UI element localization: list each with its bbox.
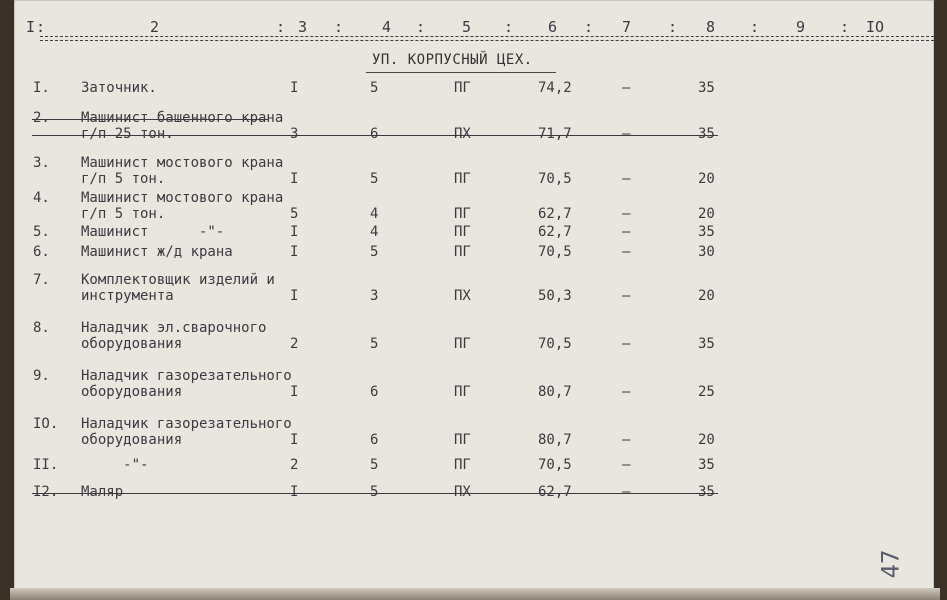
row-col5: ПГ — [454, 171, 471, 187]
row-col8: 20 — [698, 206, 715, 222]
row-col5: ПГ — [454, 336, 471, 352]
header-column-number: 3 — [298, 18, 308, 36]
row-col4: 6 — [370, 432, 379, 448]
header-column-number: 2 — [150, 18, 160, 36]
header-separator: : — [276, 18, 286, 36]
row-col3: 2 — [290, 336, 299, 352]
header-separator: : — [334, 18, 344, 36]
header-dashed-line-top — [40, 36, 934, 37]
row-number: 3. — [33, 155, 50, 171]
header-separator: : — [750, 18, 760, 36]
header-separator: : — [416, 18, 426, 36]
row-col6: 80,7 — [538, 432, 572, 448]
row-col5: ПГ — [454, 80, 471, 96]
row-col8: 20 — [698, 288, 715, 304]
row-col8: 20 — [698, 171, 715, 187]
row-col6: 62,7 — [538, 484, 572, 500]
strikethrough-line — [32, 135, 718, 136]
row-col3: I — [290, 384, 299, 400]
row-col3: 2 — [290, 457, 299, 473]
row-col3: I — [290, 224, 299, 240]
row-col7: – — [622, 457, 631, 473]
row-col4: 5 — [370, 457, 379, 473]
row-col6: 80,7 — [538, 384, 572, 400]
row-col7: – — [622, 484, 631, 500]
row-col7: – — [622, 126, 631, 142]
row-col7: – — [622, 384, 631, 400]
row-profession-name: Машинист мостового крана г/п 5 тон. — [81, 190, 284, 222]
header-separator: : — [584, 18, 594, 36]
row-col3: I — [290, 171, 299, 187]
row-col4: 6 — [370, 126, 379, 142]
row-profession-name: Заточник. — [81, 80, 157, 96]
row-profession-name: Наладчик газорезательного оборудования — [81, 368, 292, 400]
row-col6: 70,5 — [538, 457, 572, 473]
row-col6: 70,5 — [538, 336, 572, 352]
row-number: IO. — [33, 416, 59, 432]
row-col7: – — [622, 336, 631, 352]
strikethrough-line — [32, 119, 268, 120]
row-col4: 5 — [370, 80, 379, 96]
row-col8: 20 — [698, 432, 715, 448]
row-number: 6. — [33, 244, 50, 260]
header-column-number: 5 — [462, 18, 472, 36]
section-title-underline — [366, 72, 556, 73]
row-col5: ПХ — [454, 484, 471, 500]
row-number: I2. — [33, 484, 59, 500]
row-col8: 35 — [698, 224, 715, 240]
row-col3: I — [290, 432, 299, 448]
row-number: 2. — [33, 110, 50, 126]
row-number: 4. — [33, 190, 50, 206]
row-col5: ПГ — [454, 384, 471, 400]
row-number: II. — [33, 457, 59, 473]
row-col3: 5 — [290, 206, 299, 222]
row-col5: ПГ — [454, 206, 471, 222]
row-profession-name: Машинист башенного крана г/п 25 тон. — [81, 110, 284, 142]
row-col3: 3 — [290, 126, 299, 142]
row-col3: I — [290, 80, 299, 96]
row-profession-name: -"- — [81, 457, 149, 473]
header-column-number: IO — [866, 18, 885, 36]
row-profession-name: Машинист мостового крана г/п 5 тон. — [81, 155, 284, 187]
row-col5: ПГ — [454, 224, 471, 240]
row-col8: 35 — [698, 126, 715, 142]
section-title: УП. КОРПУСНЫЙ ЦЕХ. — [372, 52, 533, 68]
row-col4: 5 — [370, 171, 379, 187]
row-col3: I — [290, 484, 299, 500]
row-col8: 35 — [698, 80, 715, 96]
row-col7: – — [622, 224, 631, 240]
header-column-number: I — [26, 18, 36, 36]
header-separator: : — [840, 18, 850, 36]
row-col6: 70,5 — [538, 171, 572, 187]
page-bottom-edge — [10, 588, 940, 600]
header-column-number: 8 — [706, 18, 716, 36]
row-col8: 35 — [698, 457, 715, 473]
row-col4: 5 — [370, 484, 379, 500]
header-column-number: 4 — [382, 18, 392, 36]
row-profession-name: Машинист ж/д крана — [81, 244, 233, 260]
row-col7: – — [622, 206, 631, 222]
row-col3: I — [290, 244, 299, 260]
row-col6: 71,7 — [538, 126, 572, 142]
row-col6: 70,5 — [538, 244, 572, 260]
row-col8: 30 — [698, 244, 715, 260]
page-number-handwritten: 47 — [876, 549, 905, 579]
document-page — [14, 0, 934, 592]
row-col7: – — [622, 171, 631, 187]
row-col6: 50,3 — [538, 288, 572, 304]
row-col7: – — [622, 432, 631, 448]
row-col5: ПГ — [454, 457, 471, 473]
header-column-number: 9 — [796, 18, 806, 36]
row-number: 7. — [33, 272, 50, 288]
header-separator: : — [504, 18, 514, 36]
row-col8: 25 — [698, 384, 715, 400]
row-col7: – — [622, 244, 631, 260]
header-dashed-line-bottom — [40, 40, 934, 41]
row-col4: 6 — [370, 384, 379, 400]
row-col5: ПХ — [454, 126, 471, 142]
header-column-number: 6 — [548, 18, 558, 36]
row-number: 8. — [33, 320, 50, 336]
row-number: I. — [33, 80, 50, 96]
header-column-number: 7 — [622, 18, 632, 36]
row-col5: ПХ — [454, 288, 471, 304]
header-separator: : — [668, 18, 678, 36]
row-col5: ПГ — [454, 432, 471, 448]
row-profession-name: Наладчик газорезательного оборудования — [81, 416, 292, 448]
row-profession-name: Маляр — [81, 484, 124, 500]
row-number: 9. — [33, 368, 50, 384]
row-col6: 62,7 — [538, 206, 572, 222]
row-col4: 4 — [370, 206, 379, 222]
row-profession-name: Комплектовщик изделий и инструмента — [81, 272, 275, 304]
row-col4: 4 — [370, 224, 379, 240]
row-col6: 62,7 — [538, 224, 572, 240]
row-col6: 74,2 — [538, 80, 572, 96]
strikethrough-line — [32, 493, 718, 494]
row-number: 5. — [33, 224, 50, 240]
row-profession-name: Наладчик эл.сварочного оборудования — [81, 320, 267, 352]
row-col4: 5 — [370, 336, 379, 352]
row-col7: – — [622, 288, 631, 304]
header-separator: : — [36, 18, 46, 36]
row-col8: 35 — [698, 484, 715, 500]
row-col7: – — [622, 80, 631, 96]
row-col4: 3 — [370, 288, 379, 304]
row-col4: 5 — [370, 244, 379, 260]
row-col5: ПГ — [454, 244, 471, 260]
row-col8: 35 — [698, 336, 715, 352]
row-profession-name: Машинист -"- — [81, 224, 225, 240]
row-col3: I — [290, 288, 299, 304]
